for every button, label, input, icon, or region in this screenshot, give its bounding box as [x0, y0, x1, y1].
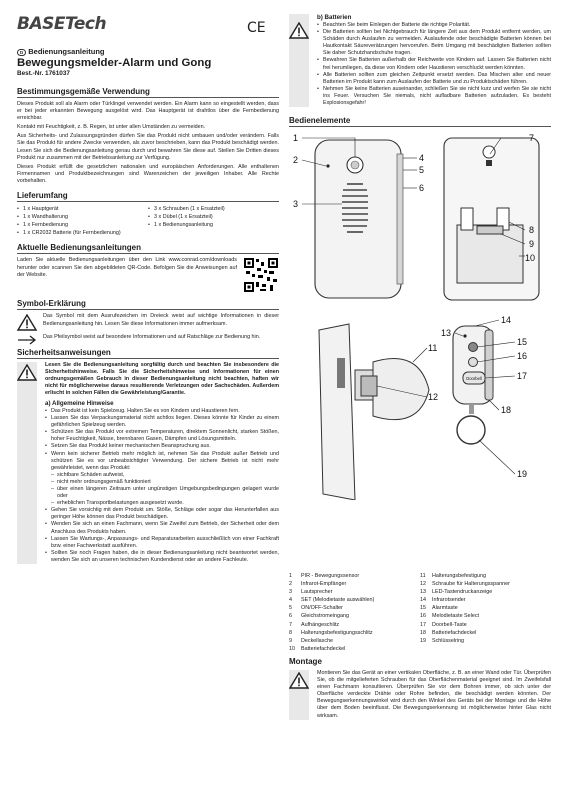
- list-item: • Setzen Sie das Produkt keiner mechanischen Beanspruchung aus.: [45, 443, 279, 450]
- manuals-text: Laden Sie aktuelle Bedienungsanleitungen über den Link www.conrad.com/downloads herunter oder scannen Sie den abgebildeten QR-Code. Befolgen Sie die Anweisungen auf der Website.: [17, 257, 237, 278]
- ce-mark: CE: [247, 20, 266, 36]
- list-item: • Lassen Sie das Verpackungsmaterial nicht achtlos liegen. Dieses könnte für Kinder zu einem gefährlichen Spielzeug werden.: [45, 415, 279, 429]
- list-item: • 1 x CR2032 Batterie (für Fernbedienung): [17, 229, 279, 237]
- callout-4: 4: [419, 153, 425, 164]
- use-paragraph-2: Kontakt mit Feuchtigkeit, z. B. Regen, ist unter allen Umständen zu vermeiden.: [17, 124, 206, 131]
- warning-triangle-icon: [17, 314, 37, 331]
- callout-7: 7: [529, 133, 535, 144]
- remote-control: [453, 326, 493, 444]
- list-item: • Wenden Sie sich an einen Fachmann, wenn Sie Zweifel zum Betrieb, der Sicherheit oder dem Anschluss des Produkts haben.: [45, 521, 279, 535]
- list-item: • Bewahren Sie Batterien außerhalb der Reichweite von Kindern auf. Lassen Sie Batterien nicht frei herumliegen, da diese von Kindern oder Haustieren verschluckt werden könnten.: [317, 57, 551, 71]
- legend-item: 7 Aufhängeschlitz: [289, 621, 340, 628]
- list-item: • Lassen Sie Wartungs-, Anpassungs- und Reparaturarbeiten ausschließlich von einer Fachkraft bzw. einer Fachwerkstatt ausführen.: [45, 536, 279, 550]
- safety-side-band: [17, 362, 37, 565]
- legend-item: 4 SET (Melodietaste auswählen): [289, 597, 375, 604]
- list-item: – nicht mehr ordnungsgemäß funktioniert: [45, 479, 279, 486]
- legend-item: 19 Schlüsselring: [420, 637, 465, 644]
- main-unit-back: [444, 138, 539, 300]
- right-column: [289, 0, 551, 500]
- symbol-arrow-row: [17, 334, 279, 341]
- battery-side-band: [289, 14, 309, 107]
- legend-item: 8 Halterungsbefestigungsschlitz: [289, 629, 373, 636]
- list-item: • Schützen Sie das Produkt vor extremen Temperaturen, direktem Sonnenlicht, starken Stößen, hoher Feuchtigkeit, Nässe, brennbaren Gasen, Dämpfen und Lösungsmitteln.: [45, 429, 279, 443]
- list-item: • Sollten Sie noch Fragen haben, die in dieser Bedienungsanleitung nicht beantwortet werden, wenden Sie sich an unseren technischen Kundendienst oder an andere Fachleute.: [45, 550, 279, 564]
- list-item: • Alle Batterien sollten zum gleichen Zeitpunkt ersetzt werden. Das Mischen alter und neuer Batterien im Produkt kann zum Auslaufen der Batterie und zu Produktschäden führen.: [317, 72, 551, 86]
- arrow-right-icon: [17, 335, 37, 345]
- legend-item: 18 Batteriefachdeckel: [420, 629, 477, 636]
- list-item: • Die Batterien sollten bei Nichtgebrauch für längere Zeit aus dem Produkt entfernt werden, um Schäden durch Auslaufen zu vermeiden. Auslaufende oder beschädigte Batterien können bei Hautkontakt Säureverätzungen hervorrufen. Beim Umgang mit beschädigten Batterien sollten Sie daher Schutzhandschuhe tragen.: [317, 29, 551, 57]
- device-diagram: [289, 130, 551, 500]
- list-item: • 3 x Dübel (1 x Ersatzteil): [148, 213, 279, 221]
- mounting-side-band: [289, 670, 309, 720]
- battery-heading: b) Batterien: [317, 14, 352, 21]
- legend-item: 1 PIR - Bewegungssensor: [289, 573, 360, 579]
- list-item: • Nehmen Sie keine Batterien auseinander, schließen Sie sie nicht kurz und werfen Sie sie nicht ins Feuer. Versuchen Sie niemals, nicht aufladbare Batterien aufzuladen. Es besteht Explosionsgefahr!: [317, 86, 551, 107]
- mounting-text: Montieren Sie das Gerät an einer vertikalen Oberfläche, z. B. an einer Wand oder Tür. Überprüfen Sie, ob die mitgelieferten Schrauben für das Oberflächenmaterial geeignet sind. Im Zweifelsfall einen Fachmann konsultieren. Überprüfen Sie vor dem Bohren immer, ob sich unter der Oberfläche verdeckte Drähte oder Rohre befinden, die beschädigt werden könnten. Der Bewegungserkennungswinkel wird durch den Winkel des Geräts bei der Montage und die Höhe über dem Boden beeinflusst. Die Bewegungserkennung ist möglicherweise hinter Glas nicht wirksam.: [317, 669, 551, 719]
- list-item: • 1 x Bedienungsanleitung: [148, 221, 279, 229]
- section-heading-elements: Bedienelemente: [289, 116, 551, 127]
- symbol-warning-text: Das Symbol mit dem Ausrufezeichen im Dreieck weist auf wichtige Informationen in dieser Bedienungsanleitung hin. Lesen Sie diese Informationen immer aufmerksam.: [43, 313, 279, 327]
- callout-12: 12: [428, 392, 439, 403]
- legend-item: 3 Lautsprecher: [289, 589, 333, 596]
- legend-item: 14 Infrarotsender: [420, 597, 466, 604]
- callout-11: 11: [428, 343, 438, 354]
- use-paragraph-4: Dieses Produkt erfüllt die gesetzlichen nationalen und europäischen Anforderungen. Alle enthaltenen Firmennamen und Produktbezeichnungen sind Warenzeichen der jeweiligen Inhaber. Alle Rechte vorbehalten.: [17, 163, 279, 184]
- main-unit-front: [315, 140, 403, 298]
- safety-general-heading: a) Allgemeine Hinweise: [45, 399, 114, 407]
- qr-code-icon[interactable]: [243, 257, 279, 293]
- warning-triangle-icon: [289, 22, 309, 39]
- list-item: – sichtbare Schäden aufweist,: [45, 472, 279, 479]
- page-title: Bewegungsmelder-Alarm und Gong: [17, 57, 212, 69]
- left-column: [17, 0, 279, 564]
- symbol-warning-row: [17, 313, 279, 331]
- section-heading-manuals: Aktuelle Bedienungsanleitungen: [17, 243, 279, 254]
- list-item: • Das Produkt ist kein Spielzeug. Halten Sie es von Kindern und Haustieren fern.: [45, 408, 279, 415]
- callout-18: 18: [501, 405, 512, 416]
- list-item: • 1 x Wandhalterung: [17, 213, 148, 221]
- list-item: • Gehen Sie vorsichtig mit dem Produkt um. Stöße, Schläge oder sogar das Herunterfallen aus geringer Höhe können das Produkt beschädigen.: [45, 507, 279, 521]
- order-number: Best.-Nr. 1761037: [17, 70, 70, 77]
- section-heading-mounting: Montage: [289, 656, 322, 666]
- manuals-block: [17, 257, 279, 293]
- warning-triangle-icon: [17, 364, 37, 381]
- warning-triangle-icon: [289, 672, 309, 689]
- callout-13: 13: [441, 328, 452, 339]
- legend-item: 9 Deckellasche: [289, 637, 334, 644]
- legend-item: 12 Schraube für Halterungsspanner: [420, 581, 510, 588]
- callout-19: 19: [517, 469, 528, 480]
- callout-6: 6: [419, 183, 425, 194]
- section-heading-symbols: Symbol-Erklärung: [17, 299, 279, 310]
- legend-item: 16 Melodietaste Select: [420, 613, 480, 620]
- scope-list: [17, 205, 279, 237]
- callout-3: 3: [293, 199, 299, 210]
- callout-16: 16: [517, 351, 528, 362]
- callout-15: 15: [517, 337, 528, 348]
- legend-item: 17 Doorbell-Taste: [420, 621, 467, 628]
- list-item: • 1 x Fernbedienung: [17, 221, 148, 229]
- alarm-button-icon: [469, 343, 478, 352]
- select-button-icon: [469, 358, 478, 367]
- use-paragraph-1: Dieses Produkt soll als Alarm oder Türklingel verwendet werden. Ein Alarm kann so eingestellt werden, dass er bei jeder erkannten Bewegung ausgelöst wird. Das Hauptgerät ist drahtlos über die Fernbedienung erreichbar.: [17, 101, 279, 122]
- list-item: • Wenn kein sicherer Betrieb mehr möglich ist, nehmen Sie das Produkt außer Betrieb und schützen Sie es vor unbeabsichtigter Verwendung. Der sichere Betrieb ist nicht mehr gewährleistet, wenn das Produkt:: [45, 451, 279, 472]
- ir-receiver-icon: [326, 165, 329, 168]
- safety-intro: Lesen Sie die Bedienungsanleitung sorgfältig durch und beachten Sie insbesondere die Sicherheitshinweise. Falls Sie die Sicherheitshinweise und Informationen für einen ordnungsgemäßen Gebrauch in dieser Bedienungsanleitung nicht beachten, haften wir nicht für möglicherweise daraus resultierende Verletzungen oder Sachschäden. Außerdem erlischt in solchen Fällen die Gewährleistung/Garantie.: [45, 361, 279, 396]
- legend-item: 6 Gleichstromeingang: [289, 613, 349, 620]
- section-heading-scope: Lieferumfang: [17, 191, 279, 202]
- battery-block: [289, 14, 551, 107]
- section-heading-safety: Sicherheitsanweisungen: [17, 348, 279, 359]
- doorbell-button-label: Doorbell: [466, 376, 482, 382]
- language-badge: D: [17, 49, 26, 56]
- legend-item: 11 Halterungsbefestigung: [420, 573, 486, 579]
- callout-2: 2: [293, 155, 299, 166]
- legend-item: 13 LED-Tastendruckanzeige: [420, 589, 493, 596]
- led-indicator-icon: [463, 335, 466, 338]
- list-item: – erheblichen Transportbelastungen ausgesetzt wurde.: [45, 500, 279, 507]
- list-item: • 3 x Schrauben (1 x Ersatzteil): [148, 205, 279, 213]
- key-ring-icon: [457, 416, 485, 444]
- legend-item: 2 Infrarot-Empfänger: [289, 581, 347, 588]
- list-item: • Beachten Sie beim Einlegen der Batterie die richtige Polarität.: [317, 22, 551, 29]
- list-item: • 1 x Hauptgerät: [17, 205, 148, 213]
- safety-block: [17, 362, 279, 565]
- callout-1: 1: [293, 133, 299, 144]
- mounting-block: [289, 670, 551, 720]
- legend-item: 10 Batteriefachdeckel: [289, 645, 346, 652]
- symbol-arrow-text: Das Pfeilsymbol weist auf besondere Informationen und auf Ratschläge zur Bedienung hin.: [43, 334, 261, 341]
- callout-5: 5: [419, 165, 425, 176]
- callout-10: 10: [525, 253, 536, 264]
- callout-17: 17: [517, 371, 528, 382]
- brand-logo: BASETech: [17, 14, 107, 34]
- section-heading-use: Bestimmungsgemäße Verwendung: [17, 87, 279, 98]
- callout-8: 8: [529, 225, 535, 236]
- legend-item: 5 ON/OFF-Schalter: [289, 605, 343, 612]
- legend-table: [289, 572, 551, 720]
- callout-9: 9: [529, 239, 535, 250]
- wall-bracket: [319, 324, 429, 500]
- callout-14: 14: [501, 315, 512, 326]
- doc-subtitle: D Bedienungsanleitung: [17, 47, 279, 56]
- list-item: – über einen längeren Zeitraum unter ungünstigen Umgebungsbedingungen gelagert wurde oder: [45, 486, 279, 500]
- use-paragraph-3: Aus Sicherheits- und Zulassungsgründen dürfen Sie das Produkt nicht umbauen und/oder verändern. Falls Sie das Produkt für andere Zwecke verwenden, als zuvor beschrieben, kann das Produkt beschädigt werden. Lesen Sie sich die Bedienungsanleitung genau durch und bewahren Sie diese auf. Stellen Sie Dritten dieses Produkt nur zusammen mit der Betriebsanleitung zur Verfügung.: [17, 133, 279, 161]
- legend-item: 15 Alarmtaste: [420, 605, 458, 612]
